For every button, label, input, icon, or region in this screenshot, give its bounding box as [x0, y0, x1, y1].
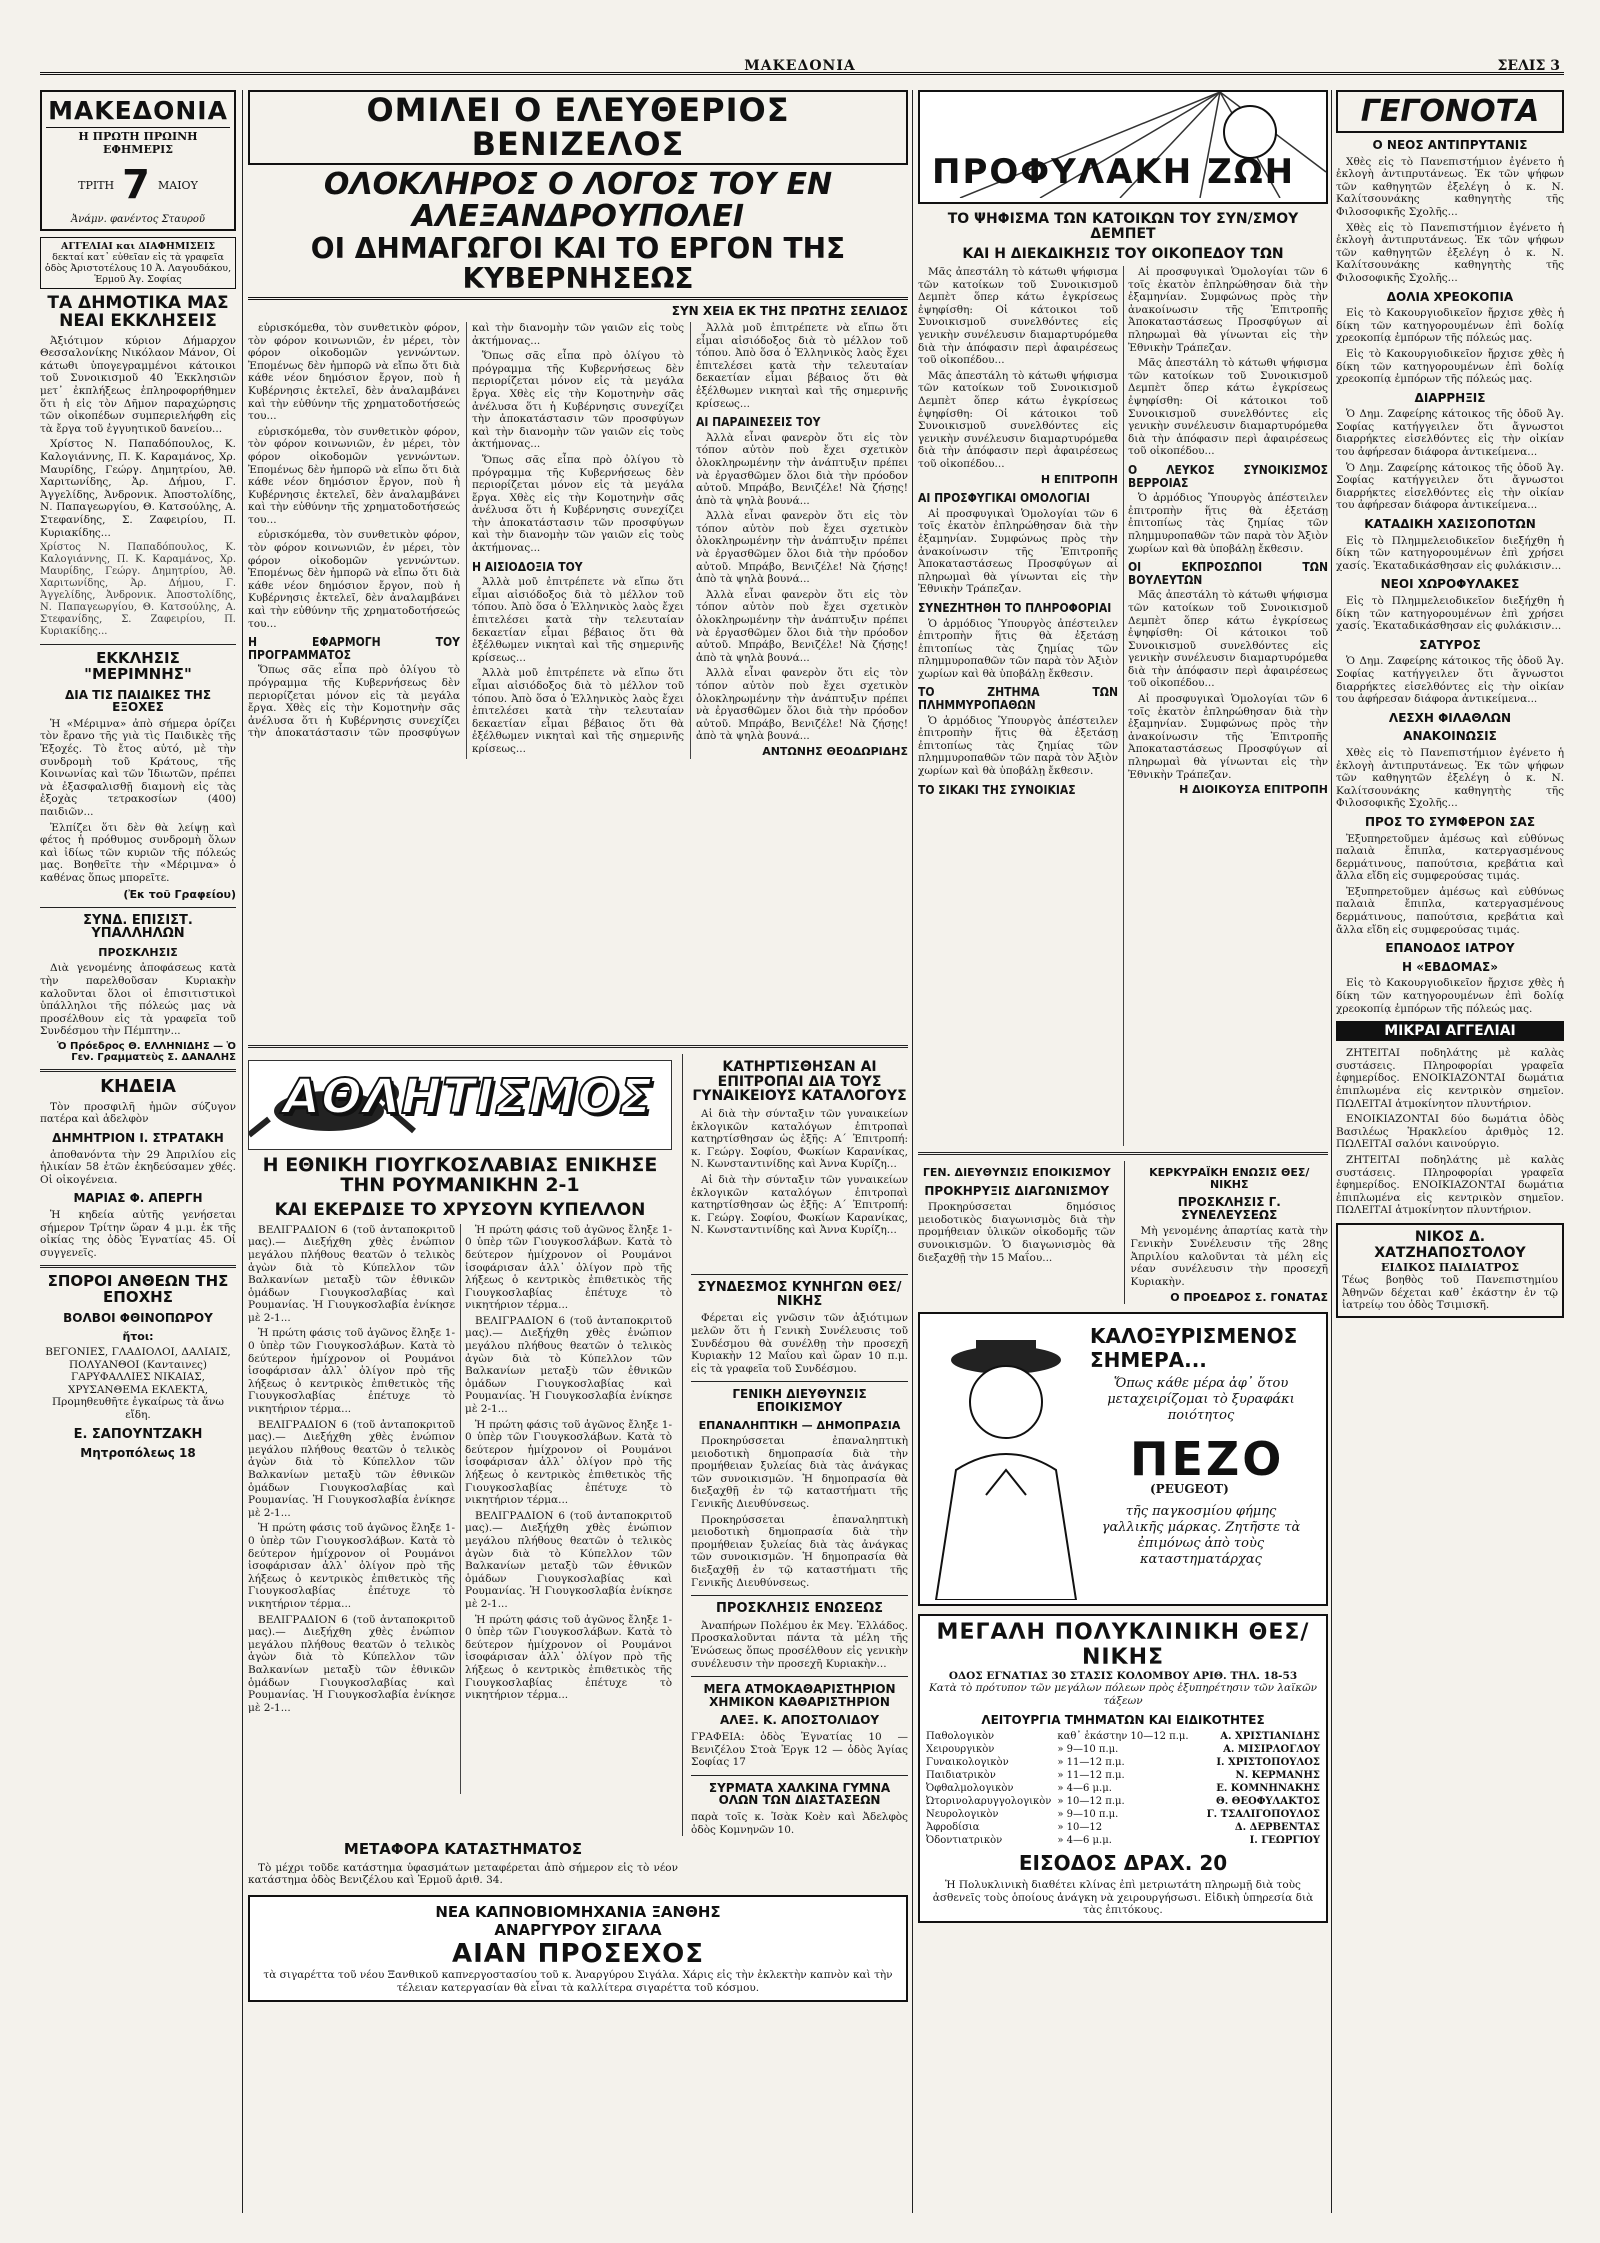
- main-headline: ΟΜΙΛΕΙ Ο ΕΛΕΥΘΕΡΙΟΣ ΒΕΝΙΖΕΛΟΣ: [248, 90, 908, 165]
- polyclinic-department-row: [926, 1821, 1320, 1834]
- paragraph: Ὁ ἀρμόδιος Ὑπουργὸς ἀπέστειλεν ἐπιτροπὴν ἥτις θὰ ἐξετάσῃ ἐπιτοπίως τὰς ζημίας τῶν πλημμυροπαθῶν τῶν παρὰ τὸν Ἀξιὸν χωρίων καὶ θὰ ὑποβάλῃ ἔκθεσιν.: [918, 714, 1118, 778]
- article-body: [691, 1108, 908, 1268]
- article-body: [1336, 535, 1564, 573]
- ad-subheading: ΑΛΕΞ. Κ. ΑΠΟΣΤΟΛΙΔΟΥ: [719, 1713, 880, 1728]
- masthead-title: ΜΑΚΕΔΟΝΙΑ: [46, 96, 230, 128]
- paragraph: Μᾶς ἀπεστάλη τὸ κάτωθι ψήφισμα τῶν κατοίκων τοῦ Συνοικισμοῦ Δεμπὲτ ὅπερ κάτω ἐγκρίσεως ἐψηφίσθη: Οἱ κάτοικοι τοῦ Συνοικισμοῦ συνελθόντες εἰς γενικὴν συνέλευσιν διαμαρτυρόμεθα διὰ τὴν ἀπόφασιν περὶ ἀφαιρέσεως τοῦ οἰκοπέδου...: [918, 369, 1118, 470]
- header-page-number: ΣΕΛΙΣ 3: [1497, 58, 1560, 74]
- article-heading: ΓΕΝΙΚΗ ΔΙΕΥΘΥΝΣΙΣ ΕΠΟΙΚΙΣΜΟΥ: [732, 1387, 867, 1414]
- ads-notice: [40, 237, 236, 289]
- article-heading: ΚΑΤΗΡΤΙΣΘΗΣΑΝ ΑΙ ΕΠΙΤΡΟΠΑΙ ΔΙΑ ΤΟΥΣ ΓΥΝΑΙΚΕΙΟΥΣ ΚΑΤΑΛΟΓΟΥΣ: [692, 1059, 907, 1105]
- article-body: [918, 1201, 1116, 1264]
- column-rule: [912, 90, 913, 2213]
- left-column: [40, 90, 236, 2220]
- article-body: [691, 1435, 908, 1589]
- department-doctor: Α. ΧΡΙΣΤΙΑΝΙΔΗΣ: [1220, 1731, 1320, 1743]
- article-heading: ΚΑΤΑΔΙΚΗ ΧΑΣΙΣΟΠΟΤΩΝ: [1364, 517, 1536, 532]
- polyclinic-title: ΜΕΓΑΛΗ ΠΟΛΥΚΛΙΝΙΚΗ ΘΕΣ/ΝΙΚΗΣ: [936, 1620, 1310, 1671]
- paragraph: Διὰ γενομένης ἀποφάσεως κατὰ τὴν παρελθοῦσαν Κυριακὴν καλοῦνται ὅλοι οἱ ἐπισιτιστικοὶ ὑπάλληλοι τῆς πόλεώς μας νὰ προσέλθουν εἰς τὰ γραφεῖα τοῦ Συνδέσμου τὴν Πέμπτην...: [40, 962, 236, 1038]
- paragraph: Ὁ Δημ. Ζαφείρης κάτοικος τῆς ὁδοῦ Ἀγ. Σοφίας κατήγγειλεν ὅτι ἄγνωστοι διαρρήκτες εἰσελθόντες εἰς τὴν οἰκίαν του ἀφήρεσαν διάφορα ἀντικείμενα...: [1336, 655, 1564, 706]
- paragraph: Ἐξυπηρετοῦμεν ἀμέσως καὶ εὐθύνως παλαιὰ ἔπιπλα, κατεργασμένους δερμάτινους, παπούτσια, κρεβάτια καὶ ἄλλα εἴδη εἰς συμφερούσας τιμάς.: [1336, 885, 1564, 936]
- paragraph: Προκηρύσσεται δημόσιος μειοδοτικὸς διαγωνισμὸς διὰ τὴν προμήθειαν ὑλικῶν οἰκοδομῆς τῶν συνοικισμῶν. Ὁ διαγωνισμὸς θὰ διεξαχθῇ τὴν 15 Μαΐου...: [918, 1201, 1116, 1264]
- polyclinic-departments: [926, 1730, 1320, 1847]
- prophylactic-life-title: ΠΡΟΦΥΛΑΚΗ ΖΩΗ: [932, 152, 1296, 192]
- classifieds-body: [1336, 1047, 1564, 1217]
- article-heading: ΣΥΝΔΕΣΜΟΣ ΚΥΝΗΓΩΝ ΘΕΣ/ΝΙΚΗΣ: [697, 1280, 902, 1309]
- department-doctor: Ν. ΚΕΡΜΑΝΗΣ: [1235, 1770, 1320, 1782]
- paragraph: Ἐξυπηρετοῦμεν ἀμέσως καὶ εὐθύνως παλαιὰ ἔπιπλα, κατεργασμένους δερμάτινους, παπούτσια, κρεβάτια καὶ ἄλλα εἴδη εἰς συμφερούσας τιμάς.: [1336, 832, 1564, 883]
- article-body: [1336, 307, 1564, 386]
- ad-seller: Ε. ΣΑΠΟΥΝΤΖΑΚΗ: [73, 1426, 203, 1442]
- article-body: [1336, 747, 1564, 810]
- tobacco-ad-company: ΝΕΑ ΚΑΠΝΟΒΙΟΜΗΧΑΝΙΑ ΞΑΝΘΗΣ: [435, 1903, 721, 1922]
- article-subheading: ΠΡΟΚΗΡΥΞΙΣ ΔΙΑΓΩΝΙΣΜΟΥ: [924, 1183, 1110, 1198]
- article-heading: ΠΡΟΣ ΤΟ ΣΥΜΦΕΡΟΝ ΣΑΣ: [1364, 814, 1536, 829]
- paragraph: Αἱ προσφυγικαὶ Ὁμολογίαι τῶν 6 τοῖς ἑκατὸν ἐπληρώθησαν διὰ τὴν ἐξαμηνίαν. Συμφώνως πρὸς τὴν ἀνακοίνωσιν τῆς Ἐπιτροπῆς Ἀποκαταστάσεως Προσφύγων αἱ πληρωμαὶ θὰ γίνωνται εἰς τὴν Ἐθνικὴν Τράπεζαν.: [1128, 693, 1328, 781]
- article-subheading: ΠΡΟΣΚΛΗΣΙΣ Γ. ΣΥΝΕΛΕΥΣΕΩΣ: [1177, 1195, 1281, 1222]
- polyclinic-entry-fee: ΕΙΣΟΔΟΣ ΔΡΑΧ. 20: [1018, 1851, 1228, 1876]
- paragraph: Ὅπως σᾶς εἶπα πρὸ ὀλίγου τὸ πρόγραμμα τῆς Κυβερνήσεως δὲν περιορίζεται μόνον εἰς τὰ μεγάλα ἔργα. Χθὲς εἰς τὴν Κομοτηνὴν σᾶς ἀνέλυσα ὅτι ἡ Κυβέρνησις συνεχίζει τὴν ἀποκατάστασιν τῶν προσφύγων καὶ τὴν διανομὴν τῶν γαιῶν εἰς τοὺς ἀκτήμονας...: [248, 321, 684, 740]
- article-heading: ΣΥΝΔ. ΕΠΙΣΙΣΤ. ΥΠΑΛΛΗΛΩΝ: [83, 912, 193, 942]
- peugeot-ad-text: Ὅπως κάθε μέρα ἀφ᾿ ὅτου μεταχειρίζομαι τὸ ξυραφάκι ποιότητος: [1107, 1376, 1295, 1424]
- article-subheading: ΕΠΑΝΑΛΗΠΤΙΚΗ — ΔΗΜΟΠΡΑΣΙΑ: [698, 1418, 901, 1432]
- article-body-continued: Χρίστος Ν. Παπαδόπουλος, Κ. Καλογιάννης, Π. Κ. Καραμάνος, Χρ. Μαυρίδης, Γεώργ. Δημητρίου, Ἀθ. Χαριτωνίδης, Ἀρ. Δήμου, Γ. Ἀγγελίδης, Ἀνδρονικ. Ἀποστολίδης, Ν. Παπαγεωργίου, Θ. Κατσούλης, Α. Στεφανίδης, Σ. Ζαφειρίου, Π. Κυριακίδης...: [40, 542, 236, 638]
- article-heading: ΚΕΡΚΥΡΑΪΚΗ ΕΝΩΣΙΣ ΘΕΣ/ΝΙΚΗΣ: [1149, 1166, 1310, 1191]
- department-hours: » 9—10 π.μ.: [1057, 1809, 1119, 1821]
- polyclinic-department-row: [926, 1743, 1320, 1756]
- article-body: [691, 1312, 908, 1375]
- paragraph: Εἰς τὸ Πλημμελειοδικεῖον διεξήχθη ἡ δίκη τῶν κατηγορουμένων ἐπὶ χρήσει χασίς. Ἐκαταδικάσθησαν εἰς φυλάκισιν...: [1336, 534, 1564, 572]
- sports-headline: Η ΕΘΝΙΚΗ ΓΙΟΥΓΚΟΣΛΑΒΙΑΣ ΕΝΙΚΗΣΕ ΤΗΝ ΡΟΥΜΑΝΙΚΗΝ 2-1: [262, 1154, 658, 1196]
- paragraph: Ἐλπίζει ὅτι δὲν θὰ λείψῃ καὶ φέτος ἡ πρόθυμος συνδρομὴ ὅλων καὶ ἰδίως τῶν κυριῶν τῆς πόλεώς μας. Βοηθεῖτε τὴν «Μέριμνα» ὁ καθένας ὅπως μπορεῖτε.: [40, 821, 236, 884]
- paragraph: ἀποθανόντα τὴν 29 Ἀπριλίου εἰς ἡλικίαν 58 ἐτῶν ἐκηδεύσαμεν χθές. Οἱ οἰκογένεια.: [40, 1148, 236, 1186]
- article-body: [248, 1862, 678, 1887]
- department-hours: » 10—12 π.μ.: [1057, 1796, 1125, 1808]
- article-body: [1336, 977, 1564, 1015]
- ad-heading: ΣΠΟΡΟΙ ΑΝΘΕΩΝ ΤΗΣ ΕΠΟΧΗΣ: [47, 1272, 229, 1307]
- peugeot-ad-text: τῆς παγκοσμίου φήμης γαλλικῆς μάρκας. Ζητῆστε τὰ ἐπιμόνως ἀπὸ τοὺς καταστηματάρχας: [1101, 1504, 1301, 1568]
- paragraph: Ὁ Δημ. Ζαφείρης κάτοικος τῆς ὁδοῦ Ἀγ. Σοφίας κατήγγειλεν ὅτι ἄγνωστοι διαρρήκτες εἰσελθόντες εἰς τὴν οἰκίαν του ἀφήρεσαν διάφορα ἀντικείμενα...: [1336, 408, 1564, 459]
- paragraph: Εἰς τὸ Κακουργιοδικεῖον ἤρχισε χθὲς ἡ δίκη τῶν κατηγορουμένων ἐπὶ δολίᾳ χρεοκοπίᾳ ἐμπόρων τῆς πόλεώς μας.: [1336, 347, 1564, 386]
- paragraph: Μᾶς ἀπεστάλη τὸ κάτωθι ψήφισμα τῶν κατοίκων τοῦ Συνοικισμοῦ Δεμπὲτ ὅπερ κάτω ἐγκρίσεως ἐψηφίσθη: Οἱ κάτοικοι τοῦ Συνοικισμοῦ συνελθόντες εἰς γενικὴν συνέλευσιν διαμαρτυρόμεθα διὰ τὴν ἀπόφασιν περὶ ἀφαιρέσεως τοῦ οἰκοπέδου...: [1128, 357, 1328, 458]
- article-heading: ΕΠΑΝΟΔΟΣ ΙΑΤΡΟΥ: [1385, 941, 1515, 956]
- article-body: [691, 1620, 908, 1670]
- signature: Η ΔΙΟΙΚΟΥΣΑ ΕΠΙΤΡΟΠΗ: [1179, 783, 1328, 797]
- paragraph: Αἱ προσφυγικαὶ Ὁμολογίαι τῶν 6 τοῖς ἑκατὸν ἐπληρώθησαν διὰ τὴν ἐξαμηνίαν. Συμφώνως πρὸς τὴν ἀνακοίνωσιν τῆς Ἐπιτροπῆς Ἀποκαταστάσεως Προσφύγων αἱ πληρωμαὶ θὰ γίνωνται εἰς τὴν Ἐθνικὴν Τράπεζαν.: [1128, 266, 1328, 354]
- paragraph: Ἀναπήρων Πολέμου ἐκ Μεγ. Ἑλλάδος. Προσκαλοῦνται πάντα τὰ μέλη τῆς Ἑνώσεως ὅπως προσέλθουν εἰς γενικὴν συνέλευσιν τὴν προσεχῆ Κυριακὴν...: [691, 1619, 908, 1670]
- department-name: Παθολογικὸν: [926, 1731, 995, 1743]
- obituary-name: ΔΗΜΗΤΡΙΟΝ Ι. ΣΤΡΑΤΑΚΗ: [52, 1131, 224, 1146]
- paragraph: ΒΕΛΙΓΡΑΔΙΟΝ 6 (τοῦ ἀνταποκριτοῦ μας).— Διεξήχθη χθὲς ἐνώπιον μεγάλου πλήθους θεατῶν ὁ τελικὸς ἀγὼν διὰ τὸ Κύπελλον τῶν Βαλκανίων μεταξὺ τῶν ἐθνικῶν ὁμάδων Γιουγκοσλαβίας καὶ Ρουμανίας. Ἡ Γιουγκοσλαβία ἐνίκησε μὲ 2-1...: [248, 1223, 456, 1324]
- polyclinic-department-row: [926, 1756, 1320, 1769]
- department-name: Νευρολογικὸν: [926, 1809, 999, 1821]
- far-right-column: [1336, 90, 1564, 2220]
- paragraph: Ὁ Δημ. Ζαφείρης κάτοικος τῆς ὁδοῦ Ἀγ. Σοφίας κατήγγειλεν ὅτι ἄγνωστοι διαρρήκτες εἰσελθόντες εἰς τὴν οἰκίαν του ἀφήρεσαν διάφορα ἀντικείμενα...: [1336, 461, 1564, 512]
- polyclinic-slogan: Κατὰ τὸ πρότυπον τῶν μεγάλων πόλεων πρὸς ἐξυπηρέτησιν τῶν λαϊκῶν τάξεων: [928, 1682, 1318, 1707]
- tobacco-ad-owner: ΑΝΑΡΓΥΡΟΥ ΣΙΓΑΛΑ: [494, 1921, 662, 1940]
- ad-heading: ΜΕΓΑ ΑΤΜΟΚΑΘΑΡΙΣΤΗΡΙΟΝ ΧΗΜΙΚΟΝ ΚΑΘΑΡΙΣΤΗΡΙΟΝ: [703, 1682, 896, 1709]
- polyclinic-address: ΟΔΟΣ ΕΓΝΑΤΙΑΣ 30 ΣΤΑΣΙΣ ΚΟΛΟΜΒΟΥ ΑΡΙΘ. ΤΗΛ. 18-53: [948, 1670, 1298, 1683]
- paragraph: Φέρεται εἰς γνῶσιν τῶν ἀξιότιμων μελῶν ὅτι ἡ Γενικὴ Συνέλευσις τοῦ Συνδέσμου θὰ συνέλθῃ τὴν προσεχῆ Κυριακὴν 12 Μαΐου καὶ ὥραν 10 π.μ. εἰς τὰ γραφεῖα τοῦ Συνδέσμου.: [691, 1312, 908, 1375]
- paragraph: Αἱ διὰ τὴν σύνταξιν τῶν γυναικείων ἐκλογικῶν καταλόγων ἐπιτροπαὶ κατηρτίσθησαν ὡς ἑξῆς: Α΄ Ἐπιτροπή: κ. Γεώργ. Σοφίου, Φωκίων Καρανίκας, Ν. Κωνσταντινίδης καὶ Ἀννα Κυρίζη...: [691, 1108, 908, 1171]
- paragraph: Εἰς τὸ Πλημμελειοδικεῖον διεξήχθη ἡ δίκη τῶν κατηγορουμένων ἐπὶ χρήσει χασίς. Ἐκαταδικάσθησαν εἰς φυλάκισιν...: [1336, 595, 1564, 633]
- obituary-body: [40, 1101, 236, 1126]
- department-name: Γυναικολογικὸν: [926, 1757, 1009, 1769]
- doctor-name: ΝΙΚΟΣ Δ. ΧΑΤΖΗΑΠΟΣΤΟΛΟΥ: [1374, 1228, 1526, 1261]
- main-deck: ΟΙ ΔΗΜΑΓΩΓΟΙ ΚΑΙ ΤΟ ΕΡΓΟΝ ΤΗΣ ΚΥΒΕΡΝΗΣΕΩΣ: [248, 234, 908, 300]
- signature: Η ΕΠΙΤΡΟΠΗ: [1040, 472, 1118, 486]
- article-heading: ΤΟ ΨΗΦΙΣΜΑ ΤΩΝ ΚΑΤΟΙΚΩΝ ΤΟΥ ΣΥΝ/ΣΜΟΥ ΔΕΜΠΕΤ: [947, 211, 1299, 242]
- paragraph: Αἱ διὰ τὴν σύνταξιν τῶν γυναικείων ἐκλογικῶν καταλόγων ἐπιτροπαὶ κατηρτίσθησαν ὡς ἑξῆς: Α΄ Ἐπιτροπή: κ. Γεώργ. Σοφίου, Φωκίων Καρανίκας, Ν. Κωνσταντινίδης καὶ Ἀννα Κυρίζη...: [691, 1174, 908, 1237]
- peugeot-ad-brand-latin: (PEUGEOT): [1150, 1482, 1229, 1497]
- paragraph: Τὸν προσφιλῆ ἡμῶν σύζυγον πατέρα καὶ ἀδελφὸν: [40, 1100, 236, 1126]
- department-hours: » 4—6 μ.μ.: [1057, 1835, 1112, 1847]
- paragraph: Ἡ «Μέριμνα» ἀπὸ σήμερα ὁρίζει τὸν ἔρανο τῆς γιὰ τὶς Παιδικὲς τῆς Ἐξοχές. Τὸ ἔτος αὐτό, μὲ τὴν συνδρομὴ τοῦ Κράτους, τῆς Κοινωνίας καὶ τῶν Ἰδιωτῶν, πρέπει νὰ ἐξασφαλισθῇ διαμονὴ εἰς τὰς ἐξοχὰς τετρακοσίων (400) παιδιῶν...: [40, 717, 236, 819]
- article-heading: ΛΕΣΧΗ ΦΙΛΑΘΛΩΝ: [1388, 710, 1512, 725]
- continued-note: ΣΥΝ ΧΕΙΑ ΕΚ ΤΗΣ ΠΡΩΤΗΣ ΣΕΛΙΔΟΣ: [671, 303, 908, 318]
- column-rule: [242, 90, 243, 2213]
- department-doctor: Ι. ΓΕΩΡΓΙΟΥ: [1249, 1835, 1320, 1847]
- doctor-title: ΕΙΔΙΚΟΣ ΠΑΙΔΙΑΤΡΟΣ: [1380, 1260, 1520, 1274]
- paragraph: Αἱ προσφυγικαὶ Ὁμολογίαι τῶν 6 τοῖς ἑκατὸν ἐπληρώθησαν διὰ τὴν ἐξαμηνίαν. Συμφώνως πρὸς τὴν ἀνακοίνωσιν τῆς Ἐπιτροπῆς Ἀποκαταστάσεως Προσφύγων αἱ πληρωμαὶ θὰ γίνωνται εἰς τὴν Ἐθνικὴν Τράπεζαν.: [918, 507, 1118, 596]
- section-heading: ΤΟ ΖΗΤΗΜΑ ΤΩΝ ΠΛΗΜΜΥΡΟΠΑΘΩΝ: [918, 685, 1118, 713]
- paragraph: Ὅπως σᾶς εἶπα πρὸ ὀλίγου τὸ πρόγραμμα τῆς Κυβερνήσεως δὲν περιορίζεται μόνον εἰς τὰ μεγάλα ἔργα. Χθὲς εἰς τὴν Κομοτηνὴν σᾶς ἀνέλυσα ὅτι ἡ Κυβέρνησις συνεχίζει τὴν ἀποκατάστασιν τῶν προσφύγων καὶ τὴν διανομὴν τῶν γαιῶν εἰς τοὺς ἀκτήμονας...: [472, 350, 684, 451]
- polyclinic-department-row: [926, 1730, 1320, 1743]
- article-heading: Η «ΕΒΔΟΜΑΣ»: [1402, 959, 1498, 974]
- department-name: Ὀφθαλμολογικὸν: [926, 1783, 1014, 1795]
- ads-title: ΑΓΓΕΛΙΑΙ και ΔΙΑΦΗΜΙΣΕΙΣ: [61, 241, 215, 252]
- department-hours: » 9—10 π.μ.: [1057, 1744, 1119, 1756]
- section-heading: ΟΙ ΕΚΠΡΟΣΩΠΟΙ ΤΩΝ ΒΟΥΛΕΥΤΩΝ: [1128, 560, 1328, 587]
- paragraph: Ἀλλὰ εἶναι φανερὸν ὅτι εἰς τὸν τόπον αὐτὸν ποὺ ἔχει σχετικὸν ὁλοκληρωμένην τὴν ἀνάπτυξιν πρέπει νὰ ἐργασθῶμεν ὅλοι διὰ τὴν πρόοδον αὐτοῦ. Μπράβο, Βενιζέλε! Νὰ ζήσῃς! ἀπὸ τὰ ψηλὰ βουνά...: [696, 588, 908, 664]
- article-body: [40, 718, 236, 885]
- masthead-tagline: Η ΠΡΩΤΗ ΠΡΩΙΝΗ ΕΦΗΜΕΡΙΣ: [78, 130, 198, 156]
- byline: ΑΝΤΩΝΗΣ ΘΕΟΔΩΡΙΔΗΣ: [762, 744, 908, 758]
- source-note: (Ἐκ τοῦ Γραφείου): [123, 887, 236, 901]
- peugeot-ad: [918, 1312, 1328, 1606]
- obituary-body: [40, 1149, 236, 1187]
- sports-section: [248, 1045, 908, 2205]
- masthead-date: [46, 162, 230, 208]
- sports-subheadline: ΚΑΙ ΕΚΕΡΔΙΣΕ ΤΟ ΧΡΥΣΟΥΝ ΚΥΠΕΛΛΟΝ: [274, 1199, 646, 1220]
- section-heading: ΤΟ ΣΙΚΑΚΙ ΤΗΣ ΣΥΝΟΙΚΙΑΣ: [918, 782, 1076, 797]
- tobacco-ad-text: τὰ σιγαρέττα τοῦ νέου Ξανθικοῦ καπνεργοστασίου τοῦ κ. Ἀναργύρου Σιγάλα. Χάρις εἰς τὴν ἐκλεκτὴν καπνὸν καὶ τὴν τέλειαν κατεργασίαν θὰ εἶναι τὰ καλλίτερα σιγαρέττα τοῦ κόσμου.: [263, 1969, 893, 1994]
- paragraph: Ἡ κηδεία αὐτῆς γενήσεται σήμερον Τρίτην ὥραν 4 μ.μ. ἐκ τῆς οἰκίας της ὁδὸς Ἐγνατίας 45. Οἱ συγγενεῖς.: [40, 1209, 236, 1259]
- paragraph: Ἀξιότιμον κύριον Δήμαρχον Θεσσαλονίκης Νικόλαον Μάνον, Οἱ κάτωθι ὑπογεγραμμένοι κάτοικοι τοῦ Συνοικισμοῦ 40 Ἐκκλησιῶν μετ᾿ ἐκπλήξεως ἐπληροφορήθημεν ὅτι ἡ εἰς τὸν Δῆμον παραχώρησις τῶν οἰκοπέδων συμπεριελήφθη εἰς τὰ ἔργα τοῦ ἐγγυητικοῦ δανείου...: [40, 334, 236, 435]
- department-hours: » 4—6 μ.μ.: [1057, 1783, 1112, 1795]
- paragraph: Ἡ πρώτη φάσις τοῦ ἀγῶνος ἔληξε 1-0 ὑπὲρ τῶν Γιουγκοσλάβων. Κατὰ τὸ δεύτερον ἡμίχρονον οἱ Ρουμάνοι ἰσοφάρισαν ἀλλ᾿ ὀλίγον πρὸ τῆς λήξεως ὁ κεντρικὸς ἐπιθετικὸς τῆς Γιουγκοσλαβίας ἐπέτυχε τὸ νικητήριον τέρμα...: [465, 1223, 673, 1312]
- polyclinic-department-row: [926, 1769, 1320, 1782]
- article-heading: ΑΝΑΚΟΙΝΩΣΙΣ: [1403, 729, 1497, 744]
- tobacco-ad: [248, 1895, 908, 2002]
- article-body: [1336, 833, 1564, 937]
- paragraph: Τὸ μέχρι τοῦδε κατάστημα ὑφασμάτων μεταφέρεται ἀπὸ σήμερον εἰς τὸ νέον κατάστημα ὁδὸς Βενιζέλου καὶ Ἑρμοῦ ἀριθ. 34.: [248, 1861, 678, 1887]
- department-hours: » 11—12 π.μ.: [1057, 1770, 1125, 1782]
- obituary-body: [40, 1209, 236, 1259]
- paragraph: εὐρισκόμεθα, τὸν συνθετικὸν φόρον, τὸν φόρον κοινωνιῶν, ἐν μέρει, τὸν φόρον οἰκοδομῶν γεννώντων. Ἐπομένως δὲν ἠμπορῶ νὰ εἴπω ὅτι διὰ κάθε νέον δημόσιον ἔργον, ποὺ ἡ Κυβέρνησις ἐκτελεῖ, δὲν ἀναλαμβάνει καὶ τὴν εὐθύνην τῆς χρηματοδοτήσεώς του...: [248, 425, 460, 526]
- paragraph: ΖΗΤΕΙΤΑΙ ποδηλάτης μὲ καλὰς συστάσεις. Πληροφορίαι γραφεῖα ἐφημερίδος. ΕΝΟΙΚΙΑΖΟΝΤΑΙ δωμάτια ἐπιπλωμένα εἰς κεντρικὸν σημεῖον. ΠΩΛΕΙΤΑΙ ἀτμοκίνητον πλυντήριον.: [1336, 1047, 1564, 1110]
- article-heading: ΓΕΝ. ΔΙΕΥΘΥΝΣΙΣ ΕΠΟΙΚΙΣΜΟΥ: [922, 1166, 1111, 1180]
- article-subheading: ΠΡΟΣΚΛΗΣΙΣ: [98, 945, 178, 959]
- obituary-heading: ΚΗΔΕΙΑ: [100, 1075, 176, 1097]
- paragraph: ΖΗΤΕΙΤΑΙ ποδηλάτης μὲ καλὰς συστάσεις. Πληροφορίαι γραφεῖα ἐφημερίδος. ΕΝΟΙΚΙΑΖΟΝΤΑΙ δωμάτια ἐπιπλωμένα εἰς κεντρικὸν σημεῖον. ΠΩΛΕΙΤΑΙ ἀτμοκίνητον πλυντήριον.: [1336, 1153, 1564, 1217]
- paragraph: Εἰς τὸ Κακουργιοδικεῖον ἤρχισε χθὲς ἡ δίκη τῶν κατηγορουμένων ἐπὶ δολίᾳ χρεοκοπίᾳ ἐμπόρων τῆς πόλεώς μας.: [1336, 977, 1564, 1015]
- masthead-saint: Ἀνάμν. φανέντος Σταυροῦ: [70, 214, 205, 225]
- paragraph: Ὁ ἀρμόδιος Ὑπουργὸς ἀπέστειλεν ἐπιτροπὴν ἥτις θὰ ἐξετάσῃ ἐπιτοπίως τὰς ζημίας τῶν πλημμυροπαθῶν τῶν παρὰ τὸν Ἀξιὸν χωρίων καὶ θὰ ὑποβάλῃ ἔκθεσιν.: [1128, 492, 1328, 555]
- paragraph: Ἡ πρώτη φάσις τοῦ ἀγῶνος ἔληξε 1-0 ὑπὲρ τῶν Γιουγκοσλάβων. Κατὰ τὸ δεύτερον ἡμίχρονον οἱ Ρουμάνοι ἰσοφάρισαν ἀλλ᾿ ὀλίγον πρὸ τῆς λήξεως ὁ κεντρικὸς ἐπιθετικὸς τῆς Γιουγκοσλαβίας ἐπέτυχε τὸ νικητήριον τέρμα...: [465, 1418, 673, 1507]
- ad-seller-address: Μητροπόλεως 18: [80, 1446, 196, 1461]
- paragraph: Ἀλλὰ εἶναι φανερὸν ὅτι εἰς τὸν τόπον αὐτὸν ποὺ ἔχει σχετικὸν ὁλοκληρωμένην τὴν ἀνάπτυξιν πρέπει νὰ ἐργασθῶμεν ὅλοι διὰ τὴν πρόοδον αὐτοῦ. Μπράβο, Βενιζέλε! Νὰ ζήσῃς! ἀπὸ τὰ ψηλὰ βουνά...: [696, 667, 908, 743]
- polyclinic-subheading: ΛΕΙΤΟΥΡΓΙΑ ΤΜΗΜΑΤΩΝ ΚΑΙ ΕΙΔΙΚΟΤΗΤΕΣ: [981, 1712, 1265, 1727]
- prophylactic-life-banner: [918, 90, 1328, 204]
- article-body: [1336, 655, 1564, 705]
- article-heading: ΔΙΑΡΡΗΞΙΣ: [1414, 390, 1486, 405]
- ads-text: δεκταί κατ᾿ εὐθεῖαν εἰς τὰ γραφεῖα ὁδὸς Ἀριστοτέλους 10 Ἀ. Λαγουδάκου, Ἑρμοῦ Ἀγ. Σοφίας: [44, 252, 232, 285]
- sports-body: [248, 1224, 672, 1794]
- main-article: [248, 90, 908, 1040]
- paragraph: Ἀλλὰ μοῦ ἐπιτρέπετε νὰ εἴπω ὅτι εἶμαι αἰσιόδοξος διὰ τὸ μέλλον τοῦ τόπου. Ἀπὸ ὅσα ὁ Ἑλληνικὸς λαὸς ἔχει ἐπιτελέσει κατὰ τὴν τελευταίαν δεκαετίαν εἶμαι βέβαιος ὅτι θὰ ἐξέλθωμεν νικηταὶ καὶ τῆς σημερινῆς κρίσεως...: [472, 576, 684, 664]
- paragraph: Ὁ ἀρμόδιος Ὑπουργὸς ἀπέστειλεν ἐπιτροπὴν ἥτις θὰ ἐξετάσῃ ἐπιτοπίως τὰς ζημίας τῶν πλημμυροπαθῶν τῶν παρὰ τὸν Ἀξιὸν χωρίων καὶ θὰ ὑποβάλῃ ἔκθεσιν.: [918, 617, 1118, 680]
- article-body: [1336, 408, 1564, 512]
- column-rule: [1331, 90, 1332, 2213]
- article-subheading: ΔΙΑ ΤΙΣ ΠΑΙΔΙΚΕΣ ΤΗΣ ΕΞΟΧΕΣ: [64, 687, 212, 715]
- masthead: [40, 90, 236, 231]
- paragraph: ΒΕΛΙΓΡΑΔΙΟΝ 6 (τοῦ ἀνταποκριτοῦ μας).— Διεξήχθη χθὲς ἐνώπιον μεγάλου πλήθους θεατῶν ὁ τελικὸς ἀγὼν διὰ τὸ Κύπελλον τῶν Βαλκανίων μεταξὺ τῶν ἐθνικῶν ὁμάδων Γιουγκοσλαβίας καὶ Ρουμανίας. Ἡ Γιουγκοσλαβία ἐνίκησε μὲ 2-1...: [465, 1314, 673, 1416]
- main-subheadline: ΟΛΟΚΛΗΡΟΣ Ο ΛΟΓΟΣ ΤΟΥ ΕΝ ΑΛΕΞΑΝΔΡΟΥΠΟΛΕΙ: [323, 167, 833, 234]
- peugeot-ad-brand: ΠΕΖΟ: [1130, 1432, 1285, 1487]
- obituary-name: ΜΑΡΙΑΣ Φ. ΑΠΕΡΓΗ: [73, 1191, 203, 1206]
- paragraph: Χθὲς εἰς τὸ Πανεπιστήμιον ἐγένετο ἡ ἐκλογὴ ἀντιπρυτάνεως. Ἐκ τῶν ψήφων τῶν καθηγητῶν ἐξελέγη ὁ κ. Ν. Καλίτσουνάκης καθηγητὴς τῆς Φιλοσοφικῆς Σχολῆς...: [1336, 221, 1564, 284]
- section-heading: Η ΑΙΣΙΟΔΟΞΙΑ ΤΟΥ: [472, 559, 583, 574]
- paragraph: Ἡ πρώτη φάσις τοῦ ἀγῶνος ἔληξε 1-0 ὑπὲρ τῶν Γιουγκοσλάβων. Κατὰ τὸ δεύτερον ἡμίχρονον οἱ Ρουμάνοι ἰσοφάρισαν ἀλλ᾿ ὀλίγον πρὸ τῆς λήξεως ὁ κεντρικὸς ἐπιθετικὸς τῆς Γιουγκοσλαβίας ἐπέτυχε τὸ νικητήριον τέρμα...: [248, 1522, 456, 1610]
- article-body: [40, 962, 236, 1038]
- article-heading: ΣΑΤΥΡΟΣ: [1419, 637, 1481, 652]
- paragraph: ΕΝΟΙΚΙΑΖΟΝΤΑΙ δύο δωμάτια ὁδὸς Βασιλέως Ἡρακλείου ἀριθμὸς 12. ΠΩΛΕΙΤΑΙ σαλόνι καινούργιο.: [1336, 1113, 1564, 1151]
- department-hours: καθ᾿ ἑκάστην 10—12 π.μ.: [1057, 1731, 1189, 1743]
- signature: Ὁ Πρόεδρος Θ. ΕΛΛΗΝΙΔΗΣ — Ὁ Γεν. Γραμματεὺς Σ. ΔΑΝΑΛΗΣ: [57, 1040, 236, 1063]
- paragraph: Ἀλλὰ εἶναι φανερὸν ὅτι εἰς τὸν τόπον αὐτὸν ποὺ ἔχει σχετικὸν ὁλοκληρωμένην τὴν ἀνάπτυξιν πρέπει νὰ ἐργασθῶμεν ὅλοι διὰ τὴν πρόοδον αὐτοῦ. Μπράβο, Βενιζέλε! Νὰ ζήσῃς! ἀπὸ τὰ ψηλὰ βουνά...: [696, 510, 908, 586]
- article-body: [1336, 595, 1564, 633]
- section-heading: ΑΙ ΠΡΟΣΦΥΓΙΚΑΙ ΟΜΟΛΟΓΙΑΙ: [918, 491, 1090, 506]
- section-heading: ΣΥΝΕΖΗΤΗΘΗ ΤΟ ΠΛΗΡΟΦΟΡΙΑΙ: [918, 600, 1112, 615]
- department-doctor: Γ. ΤΣΑΛΙΓΟΠΟΥΛΟΣ: [1206, 1809, 1320, 1821]
- paragraph: Ἀλλὰ μοῦ ἐπιτρέπετε νὰ εἴπω ὅτι εἶμαι αἰσιόδοξος διὰ τὸ μέλλον τοῦ τόπου. Ἀπὸ ὅσα ὁ Ἑλληνικὸς λαὸς ἔχει ἐπιτελέσει κατὰ τὴν τελευταίαν δεκαετίαν εἶμαι βέβαιος ὅτι θὰ ἐξέλθωμεν νικηταὶ καὶ τῆς σημερινῆς κρίσεως...: [696, 321, 908, 410]
- paragraph: Προκηρύσσεται ἐπαναληπτικὴ μειοδοτικὴ δημοπρασία διὰ τὴν προμήθειαν ξυλείας διὰ τὰς ἀνάγκας τῶν συνοικισμῶν. Ἡ δημοπρασία θὰ διεξαχθῇ ἐν τῷ καταστήματι τῆς Γενικῆς Διευθύνσεως.: [691, 1435, 908, 1511]
- right-center-column: [918, 90, 1328, 2220]
- paragraph: Μᾶς ἀπεστάλη τὸ κάτωθι ψήφισμα τῶν κατοίκων τοῦ Συνοικισμοῦ Δεμπὲτ ὅπερ κάτω ἐγκρίσεως ἐψηφίσθη: Οἱ κάτοικοι τοῦ Συνοικισμοῦ συνελθόντες εἰς γενικὴν συνέλευσιν διαμαρτυρόμεθα διὰ τὴν ἀπόφασιν περὶ ἀφαιρέσεως τοῦ οἰκοπέδου...: [1128, 589, 1328, 690]
- main-article-body: [248, 322, 908, 759]
- article-heading: ΠΡΟΣΚΛΗΣΙΣ ΕΝΩΣΕΩΣ: [716, 1601, 884, 1617]
- ad-body: ΓΡΑΦΕΙΑ: ὁδὸς Ἐγνατίας 10 — Βενιζέλου Στοὰ Ἐργκ 12 — ὁδὸς Ἁγίας Σοφίας 17: [691, 1730, 908, 1769]
- ad-body: ΒΕΓΟΝΙΕΣ, ΓΛΑΔΙΟΛΟΙ, ΔΑΛΙΑΙΣ, ΠΟΛΥΑΝΘΟΙ (Κανταινες) ΓΑΡΥΦΑΛΛΙΕΣ ΝΙΚΑΙΑΣ, ΧΡΥΣΑΝΘΕΜΑ ΕΚΛΕΚΤΑ, Προμηθευθῆτε ἐγκαίρως τὰ ἄνω εἴδη.: [45, 1346, 231, 1422]
- paragraph: Ἀλλὰ μοῦ ἐπιτρέπετε νὰ εἴπω ὅτι εἶμαι αἰσιόδοξος διὰ τὸ μέλλον τοῦ τόπου. Ἀπὸ ὅσα ὁ Ἑλληνικὸς λαὸς ἔχει ἐπιτελέσει κατὰ τὴν τελευταίαν δεκαετίαν εἶμαι βέβαιος ὅτι θὰ ἐξέλθωμεν νικηταὶ καὶ τῆς σημερινῆς κρίσεως...: [472, 667, 684, 755]
- article-body: [1131, 1225, 1329, 1288]
- classifieds-title: ΜΙΚΡΑΙ ΑΓΓΕΛΙΑΙ: [1336, 1021, 1564, 1041]
- department-hours: » 10—12: [1057, 1822, 1103, 1834]
- article-heading: Ο ΝΕΟΣ ΑΝΤΙΠΡΥΤΑΝΙΣ: [1372, 138, 1528, 152]
- paragraph: Χθὲς εἰς τὸ Πανεπιστήμιον ἐγένετο ἡ ἐκλογὴ ἀντιπρυτάνεως. Ἐκ τῶν ψήφων τῶν καθηγητῶν ἐξελέγη ὁ κ. Ν. Καλίτσουνάκης καθηγητὴς τῆς Φιλοσοφικῆς Σχολῆς...: [1336, 746, 1564, 810]
- sports-banner-title: ΑΘΛΗΤΙΣΜΟΣ: [283, 1069, 654, 1125]
- polyclinic-department-row: [926, 1782, 1320, 1795]
- events-section-title: ΓΕΓΟΝΟΤΑ: [1336, 90, 1564, 133]
- department-name: Ὀδοντιατρικὸν: [926, 1835, 1003, 1847]
- peugeot-ad-headline: ΚΑΛΟΞΥΡΙΣΜΕΝΟΣ ΣΗΜΕΡΑ...: [1090, 1324, 1298, 1373]
- department-doctor: Α. ΜΙΣΙΡΛΟΓΛΟΥ: [1223, 1744, 1320, 1756]
- paragraph: εὐρισκόμεθα, τὸν συνθετικὸν φόρον, τὸν φόρον κοινωνιῶν, ἐν μέρει, τὸν φόρον οἰκοδομῶν γεννώντων. Ἐπομένως δὲν ἠμπορῶ νὰ εἴπω ὅτι διὰ κάθε νέον δημόσιον ἔργον, ποὺ ἡ Κυβέρνησις ἐκτελεῖ, δὲν ἀναλαμβάνει καὶ τὴν εὐθύνην τῆς χρηματοδοτήσεώς του...: [248, 321, 460, 423]
- polyclinic-department-row: [926, 1795, 1320, 1808]
- paragraph: ΒΕΛΙΓΡΑΔΙΟΝ 6 (τοῦ ἀνταποκριτοῦ μας).— Διεξήχθη χθὲς ἐνώπιον μεγάλου πλήθους θεατῶν ὁ τελικὸς ἀγὼν διὰ τὸ Κύπελλον τῶν Βαλκανίων μεταξὺ τῶν ἐθνικῶν ὁμάδων Γιουγκοσλαβίας καὶ Ρουμανίας. Ἡ Γιουγκοσλαβία ἐνίκησε μὲ 2-1...: [248, 1613, 456, 1714]
- ad-subheading: ΒΟΛΒΟΙ ΦΘΙΝΟΠΩΡΟΥ: [63, 1310, 213, 1325]
- paragraph: Προκηρύσσεται ἐπαναληπτικὴ μειοδοτικὴ δημοπρασία διὰ τὴν προμήθειαν ξυλείας διὰ τὰς ἀνάγκας τῶν συνοικισμῶν. Ἡ δημοπρασία θὰ διεξαχθῇ ἐν τῷ καταστήματι τῆς Γενικῆς Διευθύνσεως.: [691, 1513, 908, 1589]
- paragraph: εὐρισκόμεθα, τὸν συνθετικὸν φόρον, τὸν φόρον κοινωνιῶν, ἐν μέρει, τὸν φόρον οἰκοδομῶν γεννώντων. Ἐπομένως δὲν ἠμπορῶ νὰ εἴπω ὅτι διὰ κάθε νέον δημόσιον ἔργον, ποὺ ἡ Κυβέρνησις ἐκτελεῖ, δὲν ἀναλαμβάνει καὶ τὴν εὐθύνην τῆς χρηματοδοτήσεώς του...: [248, 529, 460, 630]
- polyclinic-note: Ἡ Πολυκλινικὴ διαθέτει κλίνας ἐπὶ μετριωτάτη πληρωμῇ διὰ τοὺς ἀσθενεῖς τοὺς ὁποίους ἀνάγκη νὰ χειρουργήσωσι. Εἰδικὴ ὑπηρεσία διὰ τὰς ἐπιτόκους.: [932, 1879, 1314, 1917]
- polyclinic-department-row: [926, 1834, 1320, 1847]
- paragraph: Ἡ πρώτη φάσις τοῦ ἀγῶνος ἔληξε 1-0 ὑπὲρ τῶν Γιουγκοσλάβων. Κατὰ τὸ δεύτερον ἡμίχρονον οἱ Ρουμάνοι ἰσοφάρισαν ἀλλ᾿ ὀλίγον πρὸ τῆς λήξεως ὁ κεντρικὸς ἐπιθετικὸς τῆς Γιουγκοσλαβίας ἐπέτυχε τὸ νικητήριον τέρμα...: [465, 1613, 673, 1702]
- section-heading: Ο ΛΕΥΚΟΣ ΣΥΝΟΙΚΙΣΜΟΣ ΒΕΡΡΟΙΑΣ: [1128, 462, 1328, 490]
- paragraph: ΒΕΛΙΓΡΑΔΙΟΝ 6 (τοῦ ἀνταποκριτοῦ μας).— Διεξήχθη χθὲς ἐνώπιον μεγάλου πλήθους θεατῶν ὁ τελικὸς ἀγὼν διὰ τὸ Κύπελλον τῶν Βαλκανίων μεταξὺ τῶν ἐθνικῶν ὁμάδων Γιουγκοσλαβίας καὶ Ρουμανίας. Ἡ Γιουγκοσλαβία ἐνίκησε μὲ 2-1...: [248, 1418, 456, 1519]
- paragraph: Ἀλλὰ εἶναι φανερὸν ὅτι εἰς τὸν τόπον αὐτὸν ποὺ ἔχει σχετικὸν ὁλοκληρωμένην τὴν ἀνάπτυξιν πρέπει νὰ ἐργασθῶμεν ὅλοι διὰ τὴν πρόοδον αὐτοῦ. Μπράβο, Βενιζέλε! Νὰ ζήσῃς! ἀπὸ τὰ ψηλὰ βουνά...: [696, 431, 908, 507]
- masthead-weekday: ΤΡΙΤΗ: [78, 178, 115, 192]
- ad-body: παρὰ τοῖς κ. Ἰσὰκ Κοὲν καὶ Ἀδελφὸς ὁδὸς Κομνηνῶν 10.: [691, 1810, 908, 1836]
- article-heading: ΔΟΛΙΑ ΧΡΕΟΚΟΠΙΑ: [1386, 289, 1514, 304]
- paragraph: Χρίστος Ν. Παπαδόπουλος, Κ. Καλογιάννης, Π. Κ. Καραμάνος, Χρ. Μαυρίδης, Γεώργ. Δημητρίου, Ἀθ. Χαριτωνίδης, Ἀρ. Δήμου, Γ. Ἀγγελίδης, Ἀνδρονικ. Ἀποστολίδης, Ν. Παπαγεωργίου, Θ. Κατσούλης, Α. Στεφανίδης, Σ. Ζαφειρίου, Π. Κυριακίδης...: [40, 438, 236, 539]
- paragraph: Εἰς τὸ Κακουργιοδικεῖον ἤρχισε χθὲς ἡ δίκη τῶν κατηγορουμένων ἐπὶ δολίᾳ χρεοκοπίᾳ ἐμπόρων τῆς πόλεώς μας.: [1336, 307, 1564, 345]
- paragraph: Μὴ γενομένης ἀπαρτίας κατὰ τὴν Γενικὴν Συνέλευσιν τῆς 28ης Ἀπριλίου καλοῦνται τὰ μέλη εἰς νέαν συνέλευσιν τὴν προσεχῆ Κυριακὴν.: [1130, 1225, 1328, 1288]
- sports-banner: [248, 1060, 672, 1150]
- article-heading: ΝΕΟΙ ΧΩΡΟΦΥΛΑΚΕΣ: [1380, 577, 1520, 592]
- article-body: [918, 266, 1328, 1146]
- shaving-man-illustration-icon: [926, 1320, 1086, 1600]
- department-name: Χειρουργικὸν: [926, 1744, 995, 1756]
- tobacco-ad-brand: ΑΙΑΝ ΠΡΟΣΕΧΟΣ: [451, 1939, 705, 1970]
- article-body: [1336, 156, 1564, 285]
- signature: Ο ΠΡΟΕΔΡΟΣ Σ. ΓΟΝΑΤΑΣ: [1170, 1291, 1328, 1305]
- section-heading: Η ΕΦΑΡΜΟΓΗ ΤΟΥ ΠΡΟΓΡΑΜΜΑΤΟΣ: [248, 635, 460, 662]
- department-name: Ἀφροδίσια: [926, 1822, 980, 1834]
- ad-subheading: ἤτοι:: [122, 1329, 154, 1343]
- paragraph: Μᾶς ἀπεστάλη τὸ κάτωθι ψήφισμα τῶν κατοίκων τοῦ Συνοικισμοῦ Δεμπὲτ ὅπερ κάτω ἐγκρίσεως ἐψηφίσθη: Οἱ κάτοικοι τοῦ Συνοικισμοῦ συνελθόντες εἰς γενικὴν συνέλευσιν διαμαρτυρόμεθα διὰ τὴν ἀπόφασιν περὶ ἀφαιρέσεως τοῦ οἰκοπέδου...: [918, 266, 1118, 367]
- doctor-ad: [1336, 1223, 1564, 1318]
- section-heading: ΑΙ ΠΑΡΑΙΝΕΣΕΙΣ ΤΟΥ: [696, 415, 821, 430]
- department-hours: » 11—12 π.μ.: [1057, 1757, 1125, 1769]
- department-doctor: Δ. ΔΕΡΒΕΝΤΑΣ: [1234, 1822, 1320, 1834]
- masthead-day: 7: [122, 162, 150, 208]
- article-heading: ΕΚΚΛΗΣΙΣ "ΜΕΡΙΜΝΗΣ": [84, 649, 192, 683]
- article-heading: ΤΑ ΔΗΜΟΤΙΚΑ ΜΑΣ ΝΕΑΙ ΕΚΚΛΗΣΕΙΣ: [47, 293, 229, 331]
- department-doctor: Ι. ΧΡΙΣΤΟΠΟΥΛΟΣ: [1216, 1757, 1320, 1769]
- header-paper-name: ΜΑΚΕΔΟΝΙΑ: [744, 58, 856, 74]
- doctor-text: Τέως βοηθὸς τοῦ Πανεπιστημίου Ἀθηνῶν δέχεται καθ᾿ ἑκάστην ἐν τῷ ἰατρείῳ του ὁδὸς Τσιμισκῆ.: [1342, 1273, 1558, 1312]
- masthead-month: ΜΑΙΟΥ: [158, 178, 198, 192]
- department-doctor: Ε. ΚΟΜΝΗΝΑΚΗΣ: [1216, 1783, 1320, 1795]
- department-name: Ὠτορινολαρυγγολογικὸν: [926, 1796, 1052, 1808]
- polyclinic-department-row: [926, 1808, 1320, 1821]
- article-subheading: ΚΑΙ Η ΔΙΕΚΔΙΚΗΣΙΣ ΤΟΥ ΟΙΚΟΠΕΔΟΥ ΤΩΝ: [962, 246, 1284, 263]
- paragraph: Ἡ πρώτη φάσις τοῦ ἀγῶνος ἔληξε 1-0 ὑπὲρ τῶν Γιουγκοσλάβων. Κατὰ τὸ δεύτερον ἡμίχρονον οἱ Ρουμάνοι ἰσοφάρισαν ἀλλ᾿ ὀλίγον πρὸ τῆς λήξεως ὁ κεντρικὸς ἐπιθετικὸς τῆς Γιουγκοσλαβίας ἐπέτυχε τὸ νικητήριον τέρμα...: [248, 1327, 456, 1416]
- department-name: Παιδιατρικὸν: [926, 1770, 996, 1782]
- paragraph: Ὅπως σᾶς εἶπα πρὸ ὀλίγου τὸ πρόγραμμα τῆς Κυβερνήσεως δὲν περιορίζεται μόνον εἰς τὰ μεγάλα ἔργα. Χθὲς εἰς τὴν Κομοτηνὴν σᾶς ἀνέλυσα ὅτι ἡ Κυβέρνησις συνεχίζει τὴν ἀποκατάστασιν τῶν προσφύγων καὶ τὴν διανομὴν τῶν γαιῶν εἰς τοὺς ἀκτήμονας...: [472, 453, 684, 555]
- paragraph: Χθὲς εἰς τὸ Πανεπιστήμιον ἐγένετο ἡ ἐκλογὴ ἀντιπρυτάνεως. Ἐκ τῶν ψήφων τῶν καθηγητῶν ἐξελέγη ὁ κ. Ν. Καλίτσουνάκης καθηγητὴς τῆς Φιλοσοφικῆς Σχολῆς...: [1336, 155, 1564, 218]
- article-heading: ΜΕΤΑΦΟΡΑ ΚΑΤΑΣΤΗΜΑΤΟΣ: [343, 1840, 583, 1859]
- department-doctor: Θ. ΘΕΟΦΥΛΑΚΤΟΣ: [1215, 1796, 1320, 1808]
- article-body: [40, 335, 236, 540]
- ad-heading: ΣΥΡΜΑΤΑ ΧΑΛΚΙΝΑ ΓΥΜΝΑ ΟΛΩΝ ΤΩΝ ΔΙΑΣΤΑΣΕΩΝ: [708, 1780, 891, 1808]
- polyclinic-ad: [918, 1614, 1328, 1923]
- paragraph: ΒΕΛΙΓΡΑΔΙΟΝ 6 (τοῦ ἀνταποκριτοῦ μας).— Διεξήχθη χθὲς ἐνώπιον μεγάλου πλήθους θεατῶν ὁ τελικὸς ἀγὼν διὰ τὸ Κύπελλον τῶν Βαλκανίων μεταξὺ τῶν ἐθνικῶν ὁμάδων Γιουγκοσλαβίας καὶ Ρουμανίας. Ἡ Γιουγκοσλαβία ἐνίκησε μὲ 2-1...: [465, 1509, 673, 1610]
